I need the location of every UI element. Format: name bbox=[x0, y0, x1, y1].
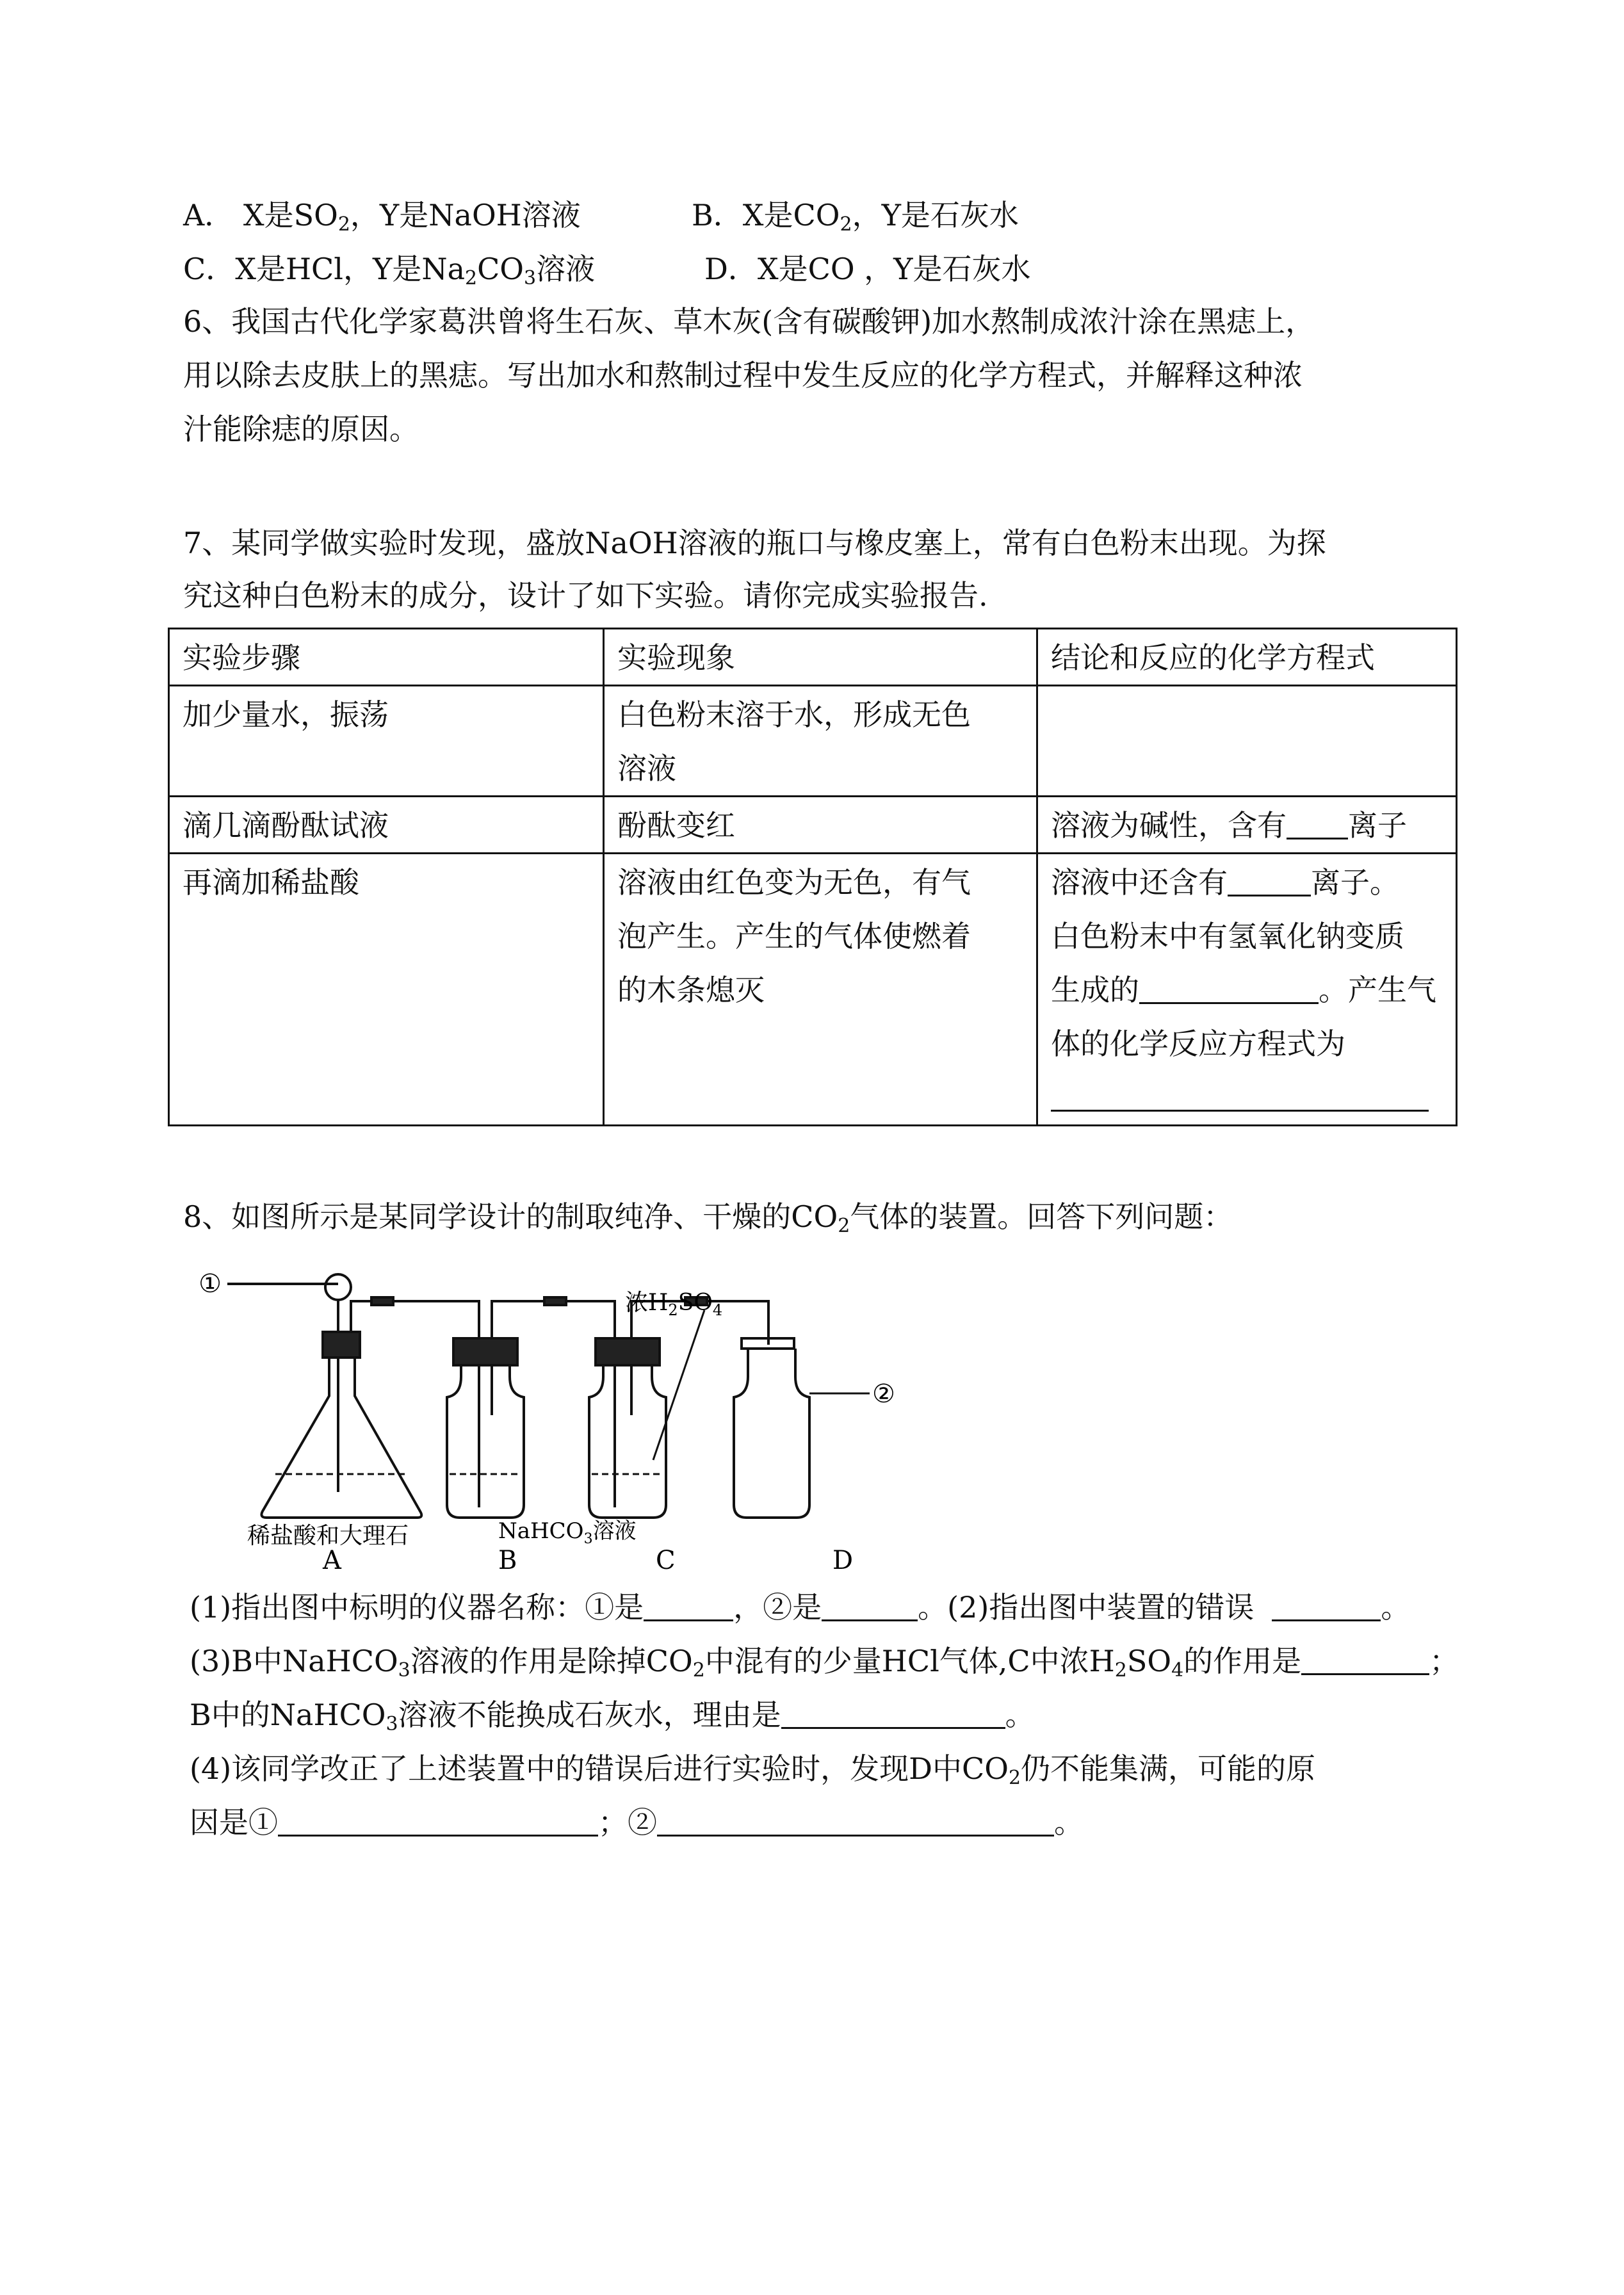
q8-part4-line2: 因是① ；② 。 bbox=[190, 1805, 1084, 1840]
blank-cause-2[interactable] bbox=[657, 1806, 1054, 1837]
blank-h2so4-role[interactable] bbox=[1301, 1645, 1429, 1675]
q8-part4-line1: (4)该同学改正了上述装置中的错误后进行实验时，发现D中$CO_2$仍不能集满，可能的原 bbox=[190, 1751, 1316, 1789]
bottle-d bbox=[734, 1349, 809, 1518]
table-header-row bbox=[169, 629, 1457, 686]
letter-b: B bbox=[498, 1546, 517, 1575]
q8-part3: (3)B中NaHCO$_3$溶液的作用是除掉$CO_2$中混有的少量HCl气体,C中浓$H_2SO_4$的作用是 ； bbox=[190, 1644, 1459, 1682]
table-row bbox=[169, 854, 1457, 1126]
blank-instrument-2[interactable] bbox=[822, 1591, 918, 1621]
option-d: D．X是CO ，Y是石灰水 bbox=[704, 252, 1031, 286]
blank-equation[interactable] bbox=[1051, 1082, 1429, 1112]
table-row bbox=[169, 686, 1457, 797]
q6-line-2: 用以除去皮肤上的黑痣。写出加水和熬制过程中发生反应的化学方程式，并解释这种浓 bbox=[183, 358, 1303, 393]
row1-step: 加少量水，振荡 bbox=[169, 686, 604, 797]
row1-phenomenon: 白色粉末溶于水，形成无色 溶液 bbox=[604, 686, 1037, 797]
blank-instrument-1[interactable] bbox=[644, 1591, 733, 1621]
connector-ab bbox=[371, 1297, 393, 1305]
row3-step: 再滴加稀盐酸 bbox=[169, 854, 604, 1126]
blank-reason[interactable] bbox=[781, 1699, 1005, 1729]
bottle-c bbox=[589, 1365, 666, 1518]
header-step: 实验步骤 bbox=[169, 629, 604, 686]
apparatus-figure bbox=[192, 1249, 961, 1582]
q6-line-3: 汁能除痣的原因。 bbox=[183, 412, 419, 446]
blank-ion-2[interactable] bbox=[1228, 866, 1311, 896]
q8-part1: (1)指出图中标明的仪器名称：①是 ，②是 。(2)指出图中装置的错误 。 bbox=[190, 1590, 1411, 1625]
q7-line-2: 究这种白色粉末的成分，设计了如下实验。请你完成实验报告. bbox=[183, 578, 988, 613]
blank-cause-1[interactable] bbox=[278, 1806, 598, 1837]
content-label-b: NaHCO$_3$溶液 bbox=[498, 1518, 637, 1547]
option-c: C．X是HCl，Y是$Na_2CO_3$溶液 bbox=[183, 252, 596, 289]
row2-phenomenon: 酚酞变红 bbox=[604, 797, 1037, 854]
h2so4-label: 浓$H_2SO_4$ bbox=[625, 1290, 723, 1319]
blank-product[interactable] bbox=[1139, 974, 1319, 1004]
row2-conclusion: 溶液为碱性，含有 离子 bbox=[1037, 797, 1457, 854]
blank-error[interactable] bbox=[1272, 1591, 1381, 1621]
stopper-a bbox=[323, 1332, 360, 1358]
connector-bc bbox=[544, 1297, 566, 1305]
header-phenomenon: 实验现象 bbox=[604, 629, 1037, 686]
content-label-a: 稀盐酸和大理石 bbox=[247, 1523, 409, 1549]
stopper-c bbox=[596, 1338, 660, 1365]
letter-a: A bbox=[323, 1546, 341, 1575]
q8-part3b: B中的NaHCO$_3$溶液不能换成石灰水，理由是 。 bbox=[190, 1698, 1035, 1735]
row3-phenomenon: 溶液由红色变为无色，有气 泡产生。产生的气体使燃着 的木条熄灭 bbox=[604, 854, 1037, 1126]
h2so4-leader bbox=[653, 1310, 704, 1460]
table-row bbox=[169, 797, 1457, 854]
funnel-bulb bbox=[325, 1274, 351, 1300]
letter-c: C bbox=[656, 1546, 676, 1575]
experiment-report-table bbox=[168, 628, 1458, 1126]
bottle-b bbox=[447, 1365, 524, 1518]
blank-ion-1[interactable] bbox=[1287, 809, 1348, 839]
row2-step: 滴几滴酚酞试液 bbox=[169, 797, 604, 854]
marker-2: ② bbox=[872, 1379, 895, 1409]
option-a: A． X是$SO_2$，Y是NaOH溶液 bbox=[183, 198, 581, 236]
tube-bc bbox=[492, 1301, 615, 1342]
row3-conclusion: 溶液中还含有 离子。 白色粉末中有氢氧化钠变质 生成的 。产生气 体的化学反应方程式为 bbox=[1037, 854, 1457, 1126]
letter-d: D bbox=[832, 1546, 854, 1575]
tube-ab bbox=[351, 1301, 479, 1342]
stopper-b bbox=[453, 1338, 517, 1365]
q8-intro: 8、如图所示是某同学设计的制取纯净、干燥的$CO_2$气体的装置。回答下列问题： bbox=[183, 1199, 1233, 1237]
flask-a bbox=[261, 1358, 421, 1518]
q7-line-1: 7、某同学做实验时发现，盛放NaOH溶液的瓶口与橡皮塞上，常有白色粉末出现。为探 bbox=[183, 526, 1326, 560]
header-conclusion: 结论和反应的化学方程式 bbox=[1037, 629, 1457, 686]
option-b: B．X是$CO_2$，Y是石灰水 bbox=[692, 198, 1019, 236]
q6-line-1: 6、我国古代化学家葛洪曾将生石灰、草木灰(含有碳酸钾)加水熬制成浓汁涂在黑痣上， bbox=[183, 304, 1315, 339]
marker-1: ① bbox=[199, 1269, 222, 1299]
row1-conclusion bbox=[1037, 686, 1457, 797]
